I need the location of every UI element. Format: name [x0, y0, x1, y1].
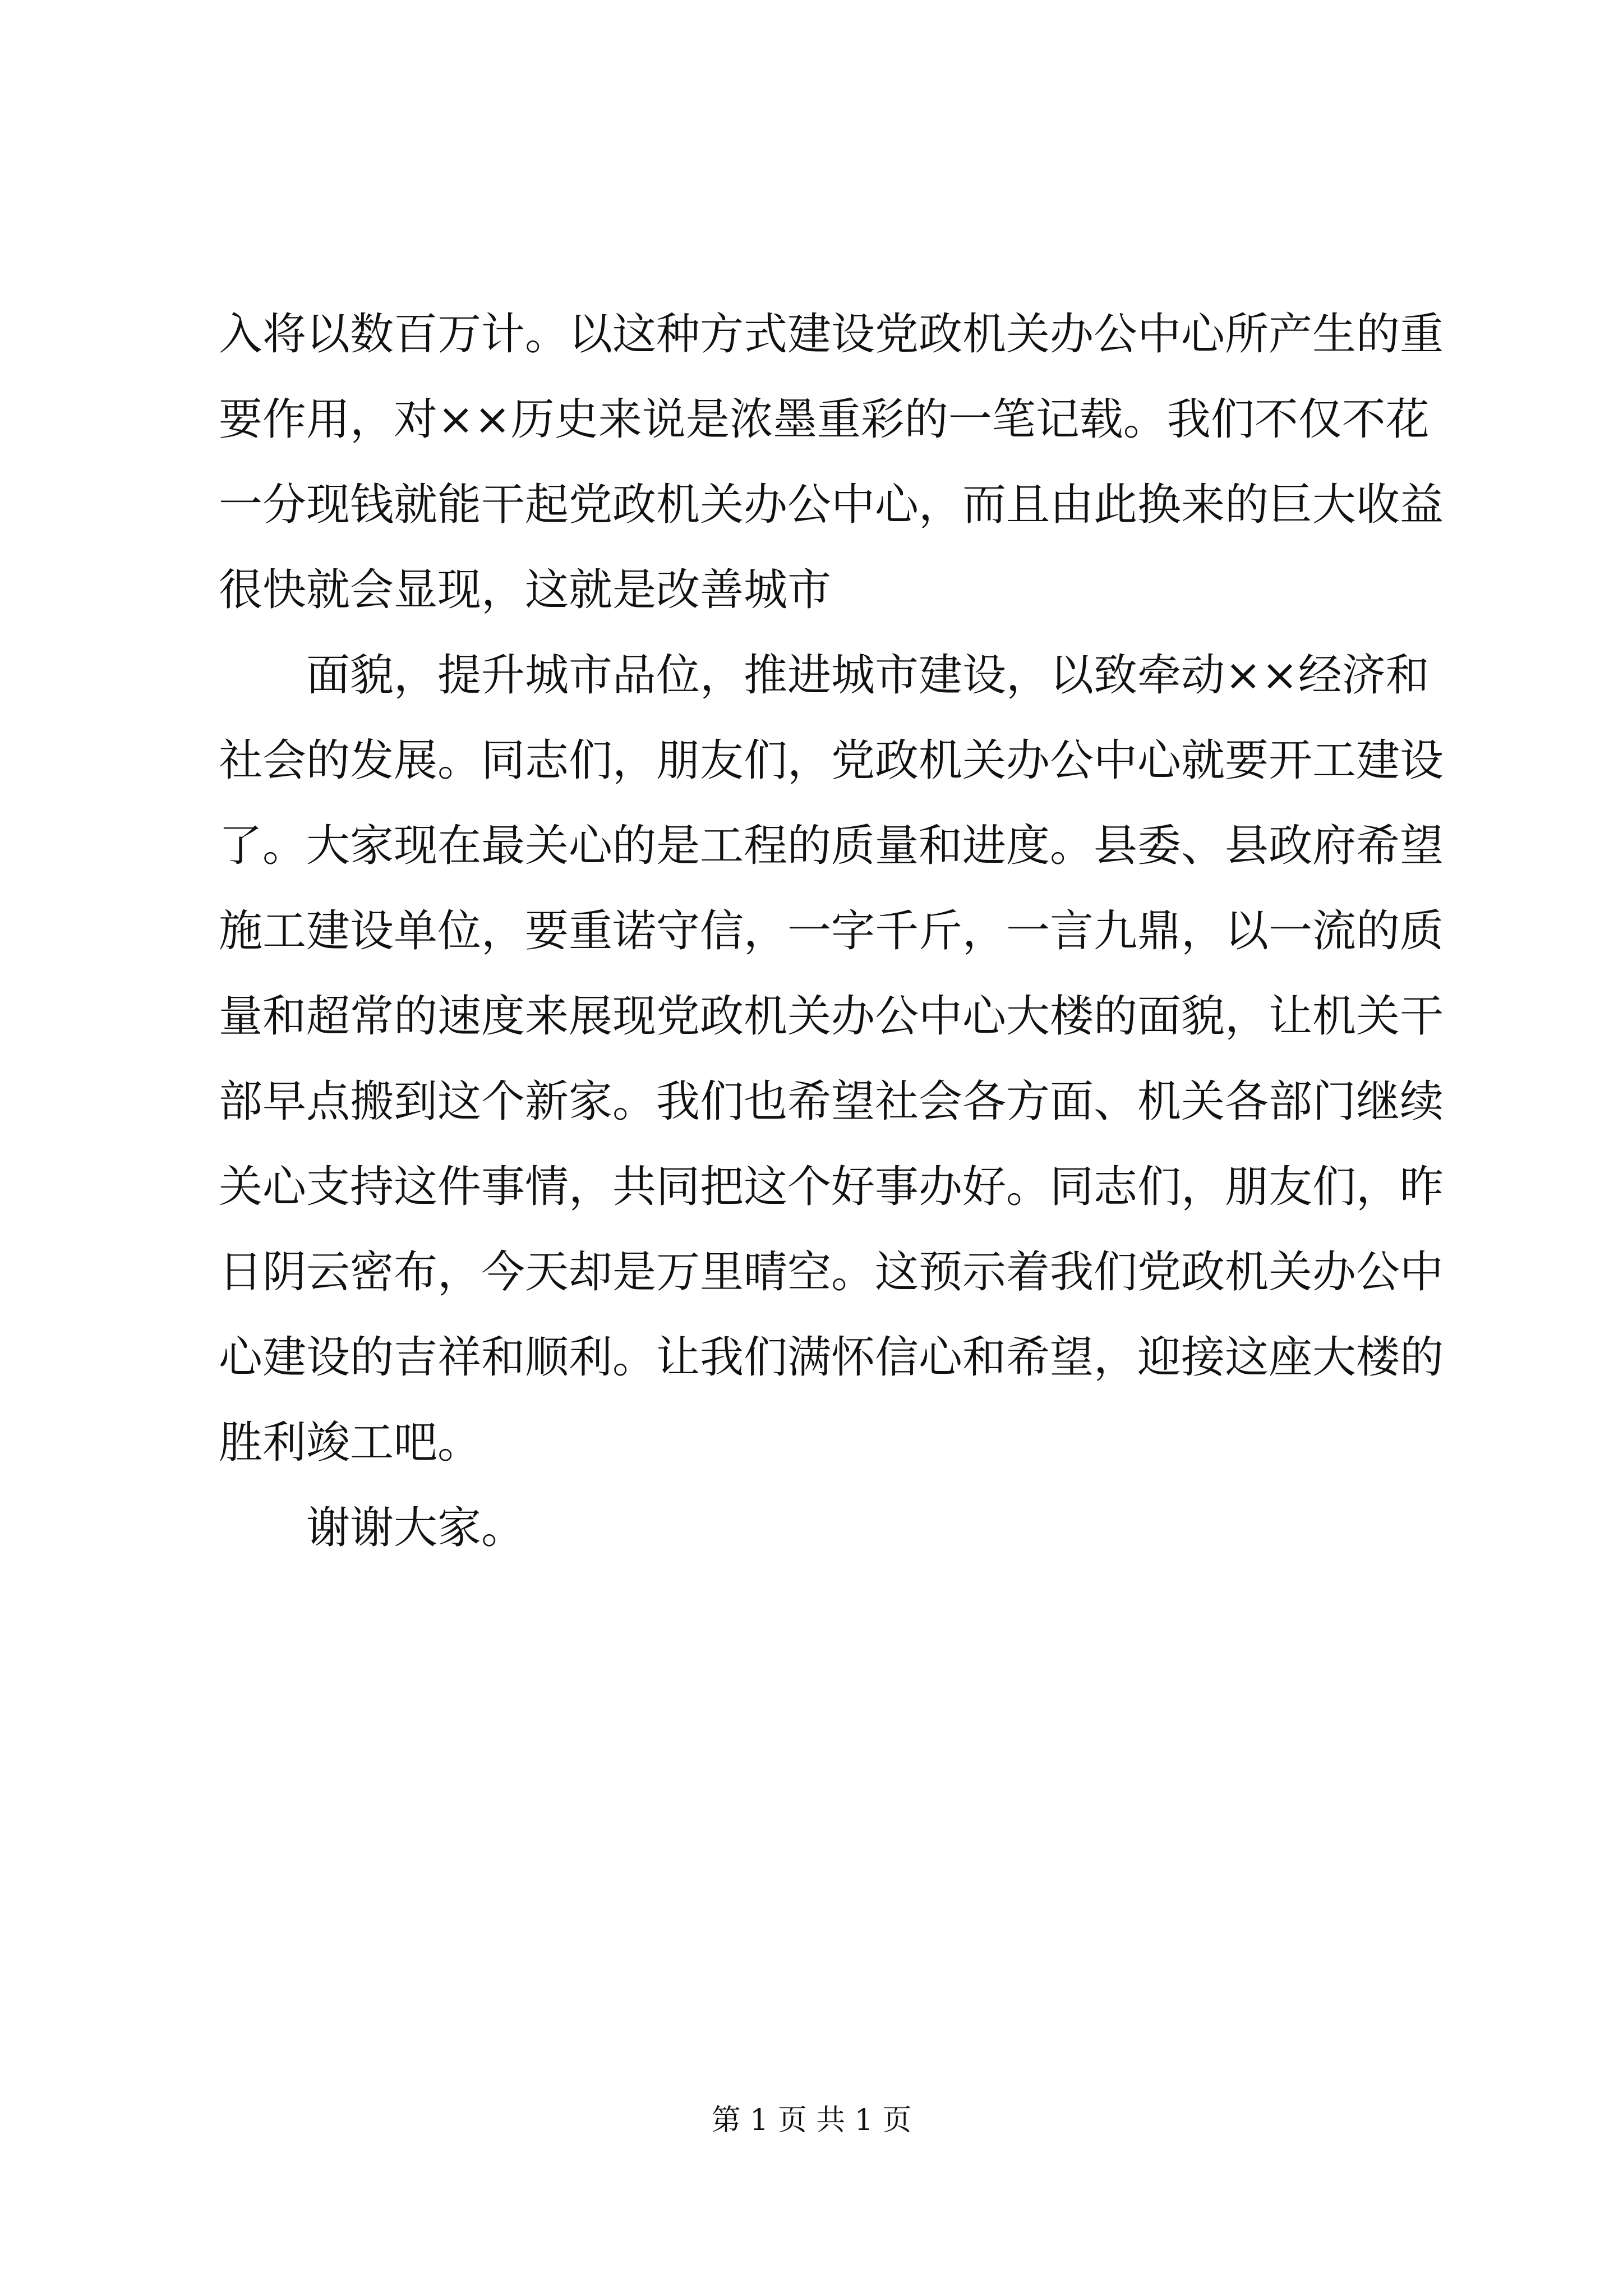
text-line: 关心支持这件事情，共同把这个好事办好。同志们，朋友们，昨 [219, 1162, 1444, 1212]
document-body [219, 292, 1444, 1571]
text-line: 入将以数百万计。以这种方式建设党政机关办公中心所产生的重 [219, 309, 1444, 360]
text-line: 施工建设单位，要重诺守信，一字千斤，一言九鼎，以一流的质 [219, 906, 1444, 956]
text-line: 很快就会显现，这就是改善城市 [219, 565, 832, 615]
text-line: 日阴云密布，今天却是万里晴空。这预示着我们党政机关办公中 [219, 1247, 1444, 1297]
closing-line: 谢谢大家。 [306, 1503, 525, 1553]
text-line: 了。大家现在最关心的是工程的质量和进度。县委、县政府希望 [219, 821, 1444, 871]
text-line: 心建设的吉祥和顺利。让我们满怀信心和希望，迎接这座大楼的 [219, 1332, 1444, 1383]
paragraph-first-line: 面貌，提升城市品位，推进城市建设，以致牵动××经济和 [306, 650, 1430, 701]
text-line: 量和超常的速度来展现党政机关办公中心大楼的面貌，让机关干 [219, 991, 1444, 1042]
text-line: 部早点搬到这个新家。我们也希望社会各方面、机关各部门继续 [219, 1076, 1444, 1127]
text-line: 一分现钱就能干起党政机关办公中心，而且由此换来的巨大收益 [219, 480, 1444, 530]
text-line: 要作用，对××历史来说是浓墨重彩的一笔记载。我们不仅不花 [219, 394, 1430, 445]
text-line: 社会的发展。同志们，朋友们，党政机关办公中心就要开工建设 [219, 735, 1444, 786]
text-line: 胜利竣工吧。 [219, 1418, 482, 1468]
page-footer: 第 1 页 共 1 页 [711, 2104, 912, 2137]
